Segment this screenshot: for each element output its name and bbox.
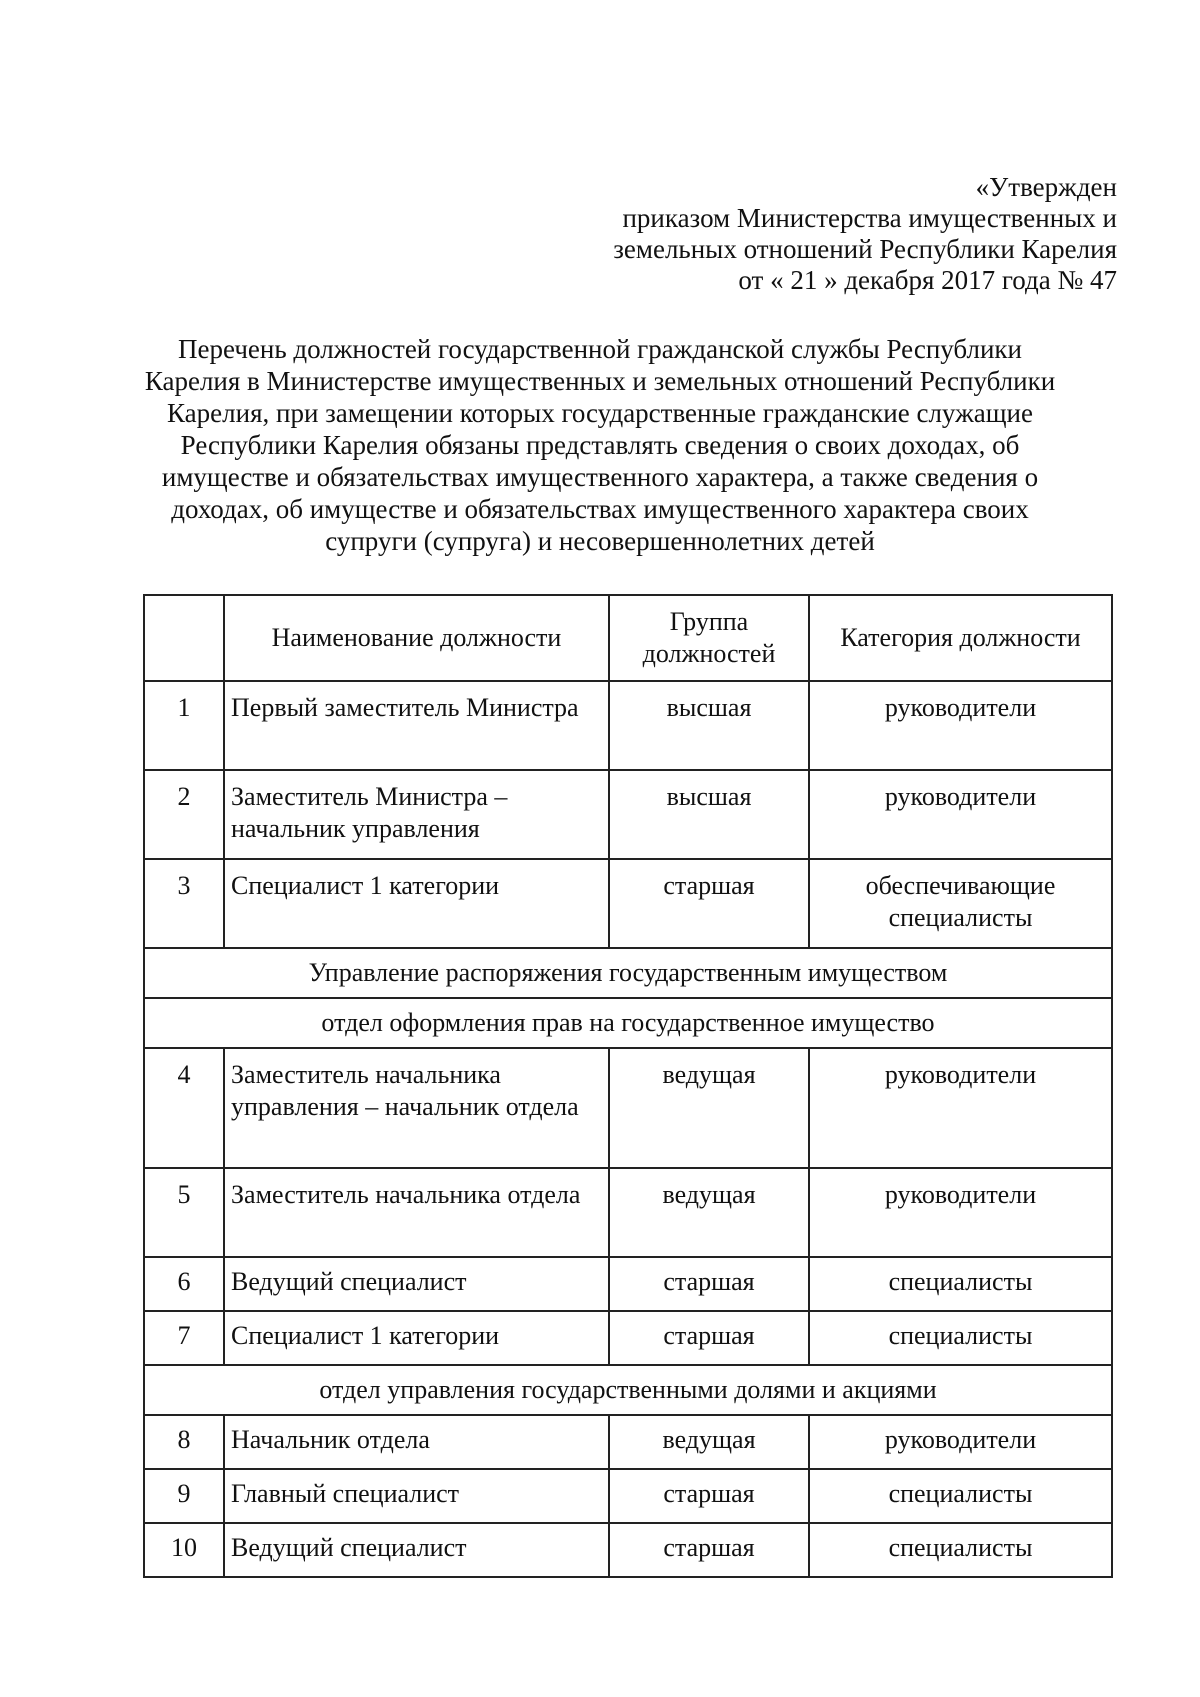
row-category: руководители <box>809 1048 1112 1168</box>
row-category: специалисты <box>809 1469 1112 1523</box>
row-group: старшая <box>609 1311 809 1365</box>
row-num: 2 <box>144 770 224 859</box>
row-category: руководители <box>809 1168 1112 1257</box>
row-num: 4 <box>144 1048 224 1168</box>
row-group: высшая <box>609 770 809 859</box>
row-category: руководители <box>809 1415 1112 1469</box>
table-row <box>144 1415 1112 1469</box>
row-name: Ведущий специалист <box>224 1257 609 1311</box>
row-num: 8 <box>144 1415 224 1469</box>
table-row <box>144 681 1112 770</box>
document-title <box>100 333 1100 557</box>
row-name: Заместитель начальника отдела <box>224 1168 609 1257</box>
approval-line-3: земельных отношений Республики Карелия <box>613 234 1117 264</box>
header-group: Группа должностей <box>609 595 809 681</box>
title-line: Карелия в Министерстве имущественных и земельных отношений Республики <box>144 366 1056 396</box>
row-num: 1 <box>144 681 224 770</box>
section-row <box>144 998 1112 1048</box>
row-name: Заместитель Министра – начальник управления <box>224 770 609 859</box>
title-line: Республики Карелия обязаны представлять сведения о своих доходах, об <box>180 430 1020 460</box>
row-num: 7 <box>144 1311 224 1365</box>
row-group: высшая <box>609 681 809 770</box>
row-group: старшая <box>609 1523 809 1577</box>
table-row <box>144 1311 1112 1365</box>
row-name: Ведущий специалист <box>224 1523 609 1577</box>
table-row <box>144 770 1112 859</box>
row-num: 5 <box>144 1168 224 1257</box>
row-name: Заместитель начальника управления – начальник отдела <box>224 1048 609 1168</box>
row-category: руководители <box>809 770 1112 859</box>
row-name: Первый заместитель Министра <box>224 681 609 770</box>
table-row <box>144 1257 1112 1311</box>
table-row <box>144 1523 1112 1577</box>
row-num: 9 <box>144 1469 224 1523</box>
row-name: Специалист 1 категории <box>224 1311 609 1365</box>
table-row <box>144 859 1112 948</box>
section-title: отдел оформления прав на государственное имущество <box>144 998 1112 1048</box>
row-num: 6 <box>144 1257 224 1311</box>
row-category: обеспечивающие специалисты <box>809 859 1112 948</box>
table-row <box>144 1168 1112 1257</box>
row-group: ведущая <box>609 1168 809 1257</box>
row-group: старшая <box>609 859 809 948</box>
header-num <box>144 595 224 681</box>
row-category: специалисты <box>809 1523 1112 1577</box>
positions-table <box>143 594 1113 1578</box>
approval-line-1: «Утвержден <box>975 172 1117 202</box>
title-line: Карелия, при замещении которых государственные гражданские служащие <box>167 398 1033 428</box>
row-group: старшая <box>609 1257 809 1311</box>
section-row <box>144 948 1112 998</box>
approval-line-2: приказом Министерства имущественных и <box>622 203 1117 233</box>
section-title: Управление распоряжения государственным имуществом <box>144 948 1112 998</box>
title-line: доходах, об имуществе и обязательствах имущественного характера своих <box>171 494 1029 524</box>
table-header-row <box>144 595 1112 681</box>
row-group: ведущая <box>609 1048 809 1168</box>
row-group: старшая <box>609 1469 809 1523</box>
row-num: 3 <box>144 859 224 948</box>
header-category: Категория должности <box>809 595 1112 681</box>
row-name: Начальник отдела <box>224 1415 609 1469</box>
approval-block <box>613 172 1117 296</box>
row-category: специалисты <box>809 1311 1112 1365</box>
row-num: 10 <box>144 1523 224 1577</box>
title-line: супруги (супруга) и несовершеннолетних детей <box>325 526 875 556</box>
section-title: отдел управления государственными долями и акциями <box>144 1365 1112 1415</box>
title-line: Перечень должностей государственной гражданской службы Республики <box>178 334 1022 364</box>
row-category: руководители <box>809 681 1112 770</box>
title-line: имуществе и обязательствах имущественного характера, а также сведения о <box>161 462 1039 492</box>
table-row <box>144 1048 1112 1168</box>
approval-line-4: от « 21 » декабря 2017 года № 47 <box>738 265 1117 295</box>
row-category: специалисты <box>809 1257 1112 1311</box>
row-name: Специалист 1 категории <box>224 859 609 948</box>
section-row <box>144 1365 1112 1415</box>
row-name: Главный специалист <box>224 1469 609 1523</box>
row-group: ведущая <box>609 1415 809 1469</box>
header-name: Наименование должности <box>224 595 609 681</box>
table-row <box>144 1469 1112 1523</box>
